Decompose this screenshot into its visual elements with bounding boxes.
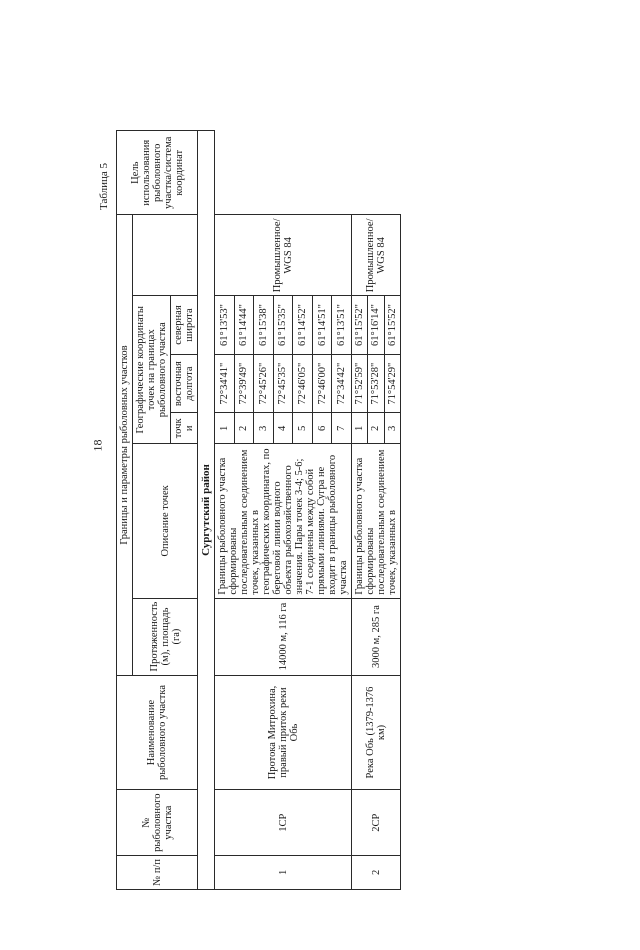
rotated-page-content <box>36 45 506 950</box>
point-east: 71°52'59" <box>352 354 368 413</box>
header-purpose: Цель использования рыболовного участка/система координат <box>117 131 198 216</box>
row1-name: Протока Митрохина, правый приток реки Обь <box>215 675 352 790</box>
district-row: Сургутский район <box>198 131 215 890</box>
point-east: 72°46'05" <box>293 354 313 413</box>
point-num: 5 <box>293 413 313 444</box>
point-east: 72°45'26" <box>254 354 274 413</box>
point-east: 72°45'35" <box>273 354 293 413</box>
header-desc: Описание точек <box>133 444 198 598</box>
point-num: 2 <box>234 413 254 444</box>
point-east: 71°53'28" <box>368 354 384 413</box>
point-num: 1 <box>352 413 368 444</box>
row2-site: 2СР <box>352 790 401 855</box>
point-north: 61°14'44" <box>234 296 254 355</box>
row1-purpose: Промышленное/ WGS 84 <box>215 215 352 296</box>
point-num: 3 <box>384 413 400 444</box>
point-north: 61°13'51" <box>332 296 352 355</box>
point-north: 61°14'52" <box>293 296 313 355</box>
header-north: северная широта <box>171 296 198 355</box>
point-north: 61°13'53" <box>215 296 235 355</box>
fishing-sites-table <box>116 130 401 890</box>
page-number: 18 <box>90 439 105 452</box>
point-east: 72°39'49" <box>234 354 254 413</box>
row1-desc: Границы рыболовного участка сформированы последовательным соединением точек, указанных в географических координатах, по береговой линии водного объекта рыбохозяйственного значения. Пары точек 3-4; 5-6; 7-1 соединены между собой прямыми линиями. Сугра не входит в границы рыболовного участка <box>215 444 352 598</box>
point-east: 72°34'42" <box>332 354 352 413</box>
point-num: 2 <box>368 413 384 444</box>
header-num: № п/п <box>117 855 198 889</box>
point-north: 61°14'51" <box>312 296 332 355</box>
header-east: восточная долгота <box>171 354 198 413</box>
header-point: точк и <box>171 413 198 444</box>
point-north: 61°15'52" <box>352 296 368 355</box>
point-east: 72°46'00" <box>312 354 332 413</box>
row2-desc: Границы рыболовного участка сформированы последовательным соединением точек, указанных в <box>352 444 401 598</box>
row2-num: 2 <box>352 855 401 889</box>
row1-num: 1 <box>215 855 352 889</box>
header-name: Наименование рыболовного участка <box>117 675 198 790</box>
point-north: 61°16'14" <box>368 296 384 355</box>
header-coords-title: Географические координаты точек на границах рыболовного участка <box>133 296 171 444</box>
point-east: 72°34'41" <box>215 354 235 413</box>
point-east: 71°54'29" <box>384 354 400 413</box>
point-north: 61°15'52" <box>384 296 400 355</box>
row2-length: 3000 м, 285 га <box>352 598 401 675</box>
point-num: 4 <box>273 413 293 444</box>
row2-name: Река Обь (1379-1376 км) <box>352 675 401 790</box>
row1-length: 14000 м, 116 га <box>215 598 352 675</box>
point-north: 61°15'35" <box>273 296 293 355</box>
header-length: Протяженность (м), площадь (га) <box>133 598 198 675</box>
row1-site: 1СР <box>215 790 352 855</box>
header-site-num: № рыболовного участка <box>117 790 198 855</box>
row2-purpose: Промышленное/ WGS 84 <box>352 215 401 296</box>
point-north: 61°15'38" <box>254 296 274 355</box>
header-group-title: Границы и параметры рыболовных участков <box>117 215 133 675</box>
point-num: 1 <box>215 413 235 444</box>
table-label: Таблица 5 <box>98 162 110 210</box>
point-num: 6 <box>312 413 332 444</box>
point-num: 7 <box>332 413 352 444</box>
point-num: 3 <box>254 413 274 444</box>
